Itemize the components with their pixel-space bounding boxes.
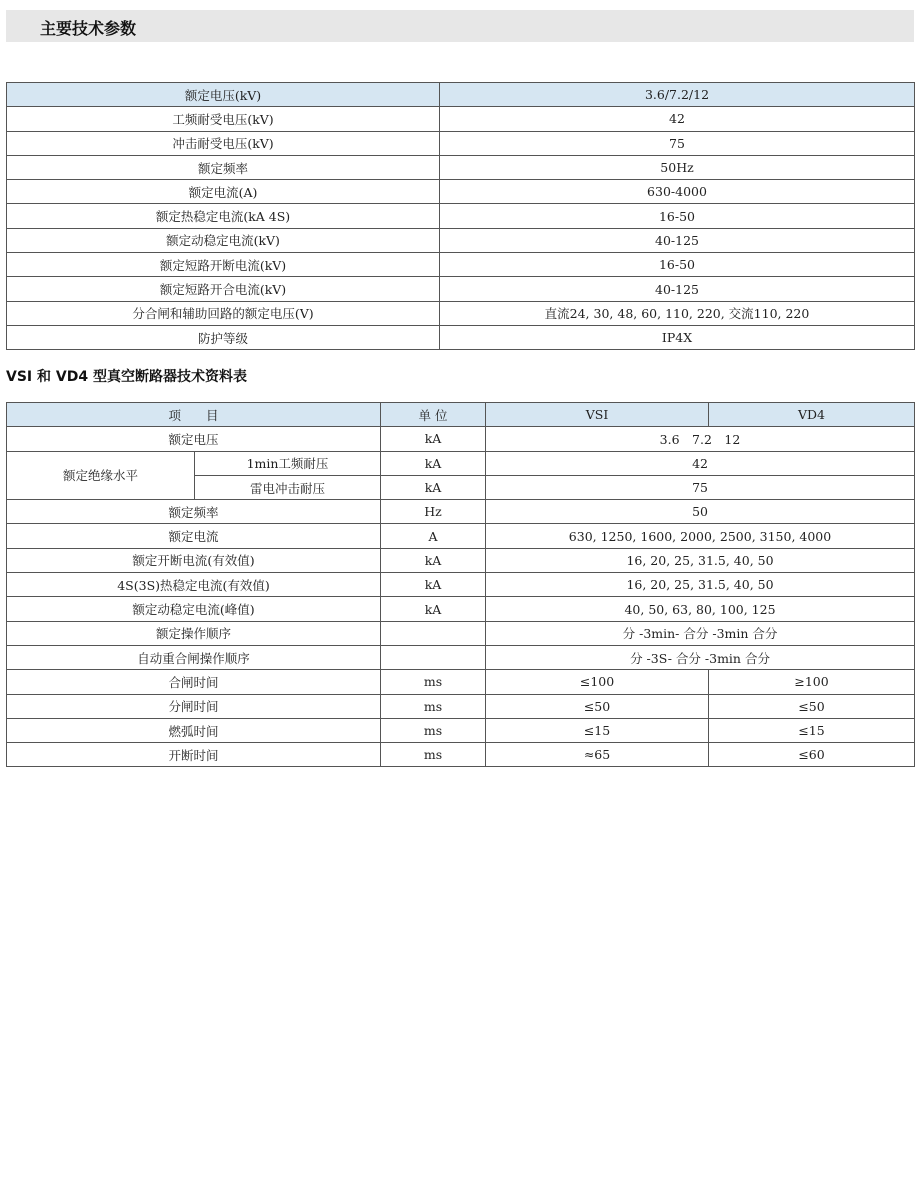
table-row — [7, 277, 915, 301]
table-row — [7, 107, 915, 131]
param-value: 42 — [440, 107, 915, 131]
header-item: 项 目 — [7, 403, 381, 427]
param-label: 工频耐受电压(kV) — [7, 107, 440, 131]
row-unit: ms — [381, 670, 486, 694]
row-label: 额定电压 — [7, 427, 381, 451]
breaker-specs-table — [6, 402, 915, 767]
section-title-main-params: 主要技术参数 — [40, 19, 137, 38]
row-value-vsi: ≤100 — [486, 670, 709, 694]
header-vsi: VSI — [486, 403, 709, 427]
section-header-bar — [6, 10, 914, 42]
table-row — [7, 83, 915, 107]
row-label: 自动重合闸操作顺序 — [7, 645, 381, 669]
table-row — [7, 204, 915, 228]
param-label: 额定热稳定电流(kA 4S) — [7, 204, 440, 228]
row-value-vd4: ≤60 — [709, 743, 915, 767]
row-label: 开断时间 — [7, 743, 381, 767]
row-value-vsi: ≤15 — [486, 718, 709, 742]
row-label: 额定开断电流(有效值) — [7, 548, 381, 572]
row-unit: ms — [381, 718, 486, 742]
param-label: 额定频率 — [7, 155, 440, 179]
row-unit: Hz — [381, 500, 486, 524]
table-row — [7, 524, 915, 548]
row-group-label: 额定绝缘水平 — [7, 451, 195, 500]
table-row — [7, 573, 915, 597]
row-unit — [381, 621, 486, 645]
row-value: 分 -3min- 合分 -3min 合分 — [486, 621, 915, 645]
row-unit: A — [381, 524, 486, 548]
table-row — [7, 131, 915, 155]
param-label: 分合闸和辅助回路的额定电压(V) — [7, 301, 440, 325]
param-label: 额定电压(kV) — [7, 83, 440, 107]
row-unit: kA — [381, 427, 486, 451]
header-unit: 单 位 — [381, 403, 486, 427]
param-label: 额定电流(A) — [7, 180, 440, 204]
row-unit: kA — [381, 597, 486, 621]
row-value: 40, 50, 63, 80, 100, 125 — [486, 597, 915, 621]
param-label: 额定短路开合电流(kV) — [7, 277, 440, 301]
table-row — [7, 253, 915, 277]
param-label: 额定短路开断电流(kV) — [7, 253, 440, 277]
row-unit: ms — [381, 743, 486, 767]
param-value: 3.6/7.2/12 — [440, 83, 915, 107]
table-row — [7, 621, 915, 645]
row-sublabel: 雷电冲击耐压 — [195, 475, 381, 499]
table-row — [7, 548, 915, 572]
row-value: 3.6 7.2 12 — [486, 427, 915, 451]
row-value: 42 — [486, 451, 915, 475]
row-value: 630, 1250, 1600, 2000, 2500, 3150, 4000 — [486, 524, 915, 548]
table-row — [7, 743, 915, 767]
row-value: 16, 20, 25, 31.5, 40, 50 — [486, 548, 915, 572]
main-params-table — [6, 82, 915, 350]
row-unit: kA — [381, 573, 486, 597]
table-row — [7, 180, 915, 204]
row-label: 额定动稳定电流(峰值) — [7, 597, 381, 621]
table-row — [7, 427, 915, 451]
row-label: 燃弧时间 — [7, 718, 381, 742]
param-value: 16-50 — [440, 204, 915, 228]
table-row — [7, 694, 915, 718]
row-unit: kA — [381, 475, 486, 499]
row-label: 额定操作顺序 — [7, 621, 381, 645]
param-value: IP4X — [440, 325, 915, 349]
row-label: 额定频率 — [7, 500, 381, 524]
row-value-vsi: ≤50 — [486, 694, 709, 718]
table-row — [7, 597, 915, 621]
param-value: 630-4000 — [440, 180, 915, 204]
table-row — [7, 500, 915, 524]
row-value-vd4: ≤50 — [709, 694, 915, 718]
table-row — [7, 670, 915, 694]
table-row — [7, 228, 915, 252]
row-value: 分 -3S- 合分 -3min 合分 — [486, 645, 915, 669]
param-value: 75 — [440, 131, 915, 155]
row-label: 分闸时间 — [7, 694, 381, 718]
header-vd4: VD4 — [709, 403, 915, 427]
table-row — [7, 718, 915, 742]
row-value-vd4: ≤15 — [709, 718, 915, 742]
row-unit — [381, 645, 486, 669]
param-label: 冲击耐受电压(kV) — [7, 131, 440, 155]
row-sublabel: 1min工频耐压 — [195, 451, 381, 475]
param-value: 直流24, 30, 48, 60, 110, 220, 交流110, 220 — [440, 301, 915, 325]
row-unit: kA — [381, 451, 486, 475]
row-value-vsi: ≈65 — [486, 743, 709, 767]
row-unit: ms — [381, 694, 486, 718]
table-row — [7, 451, 915, 475]
row-label: 合闸时间 — [7, 670, 381, 694]
param-value: 40-125 — [440, 277, 915, 301]
row-unit: kA — [381, 548, 486, 572]
param-label: 防护等级 — [7, 325, 440, 349]
table-header-row — [7, 403, 915, 427]
param-label: 额定动稳定电流(kV) — [7, 228, 440, 252]
table-row — [7, 155, 915, 179]
row-value: 50 — [486, 500, 915, 524]
param-value: 40-125 — [440, 228, 915, 252]
row-value: 75 — [486, 475, 915, 499]
table-row — [7, 325, 915, 349]
table-row — [7, 645, 915, 669]
row-label: 4S(3S)热稳定电流(有效值) — [7, 573, 381, 597]
section-title-breaker-specs: VSI 和 VD4 型真空断路器技术资料表 — [6, 369, 247, 385]
table-row — [7, 301, 915, 325]
row-value: 16, 20, 25, 31.5, 40, 50 — [486, 573, 915, 597]
param-value: 50Hz — [440, 155, 915, 179]
row-value-vd4: ≥100 — [709, 670, 915, 694]
param-value: 16-50 — [440, 253, 915, 277]
row-label: 额定电流 — [7, 524, 381, 548]
